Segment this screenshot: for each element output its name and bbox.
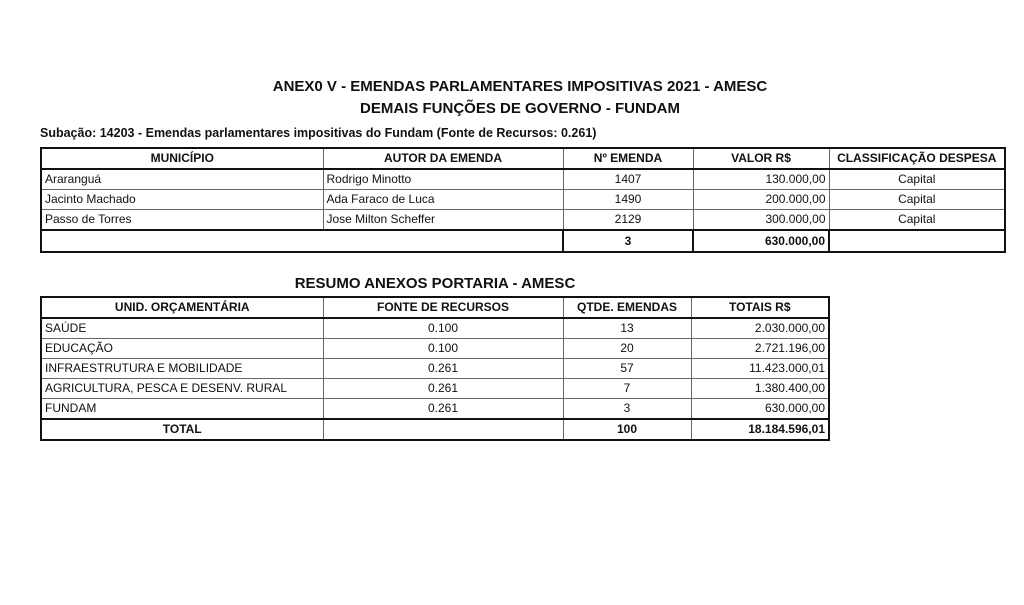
table-row bbox=[41, 339, 829, 359]
cell-valor: 130.000,00 bbox=[693, 169, 829, 190]
header-unidade: UNID. ORÇAMENTÁRIA bbox=[41, 297, 323, 318]
total-quantidade: 3 bbox=[563, 230, 693, 252]
cell-numero: 1407 bbox=[563, 169, 693, 190]
cell-numero: 2129 bbox=[563, 210, 693, 231]
total-row bbox=[41, 230, 1005, 252]
cell-numero: 1490 bbox=[563, 190, 693, 210]
cell-municipio: Araranguá bbox=[41, 169, 323, 190]
header-classificacao: CLASSIFICAÇÃO DESPESA bbox=[829, 148, 1005, 169]
cell-autor: Jose Milton Scheffer bbox=[323, 210, 563, 231]
table-row bbox=[41, 399, 829, 420]
table-row bbox=[41, 169, 1005, 190]
total-qtde: 100 bbox=[563, 419, 691, 440]
cell-fonte: 0.261 bbox=[323, 379, 563, 399]
total-blank-cell bbox=[41, 230, 563, 252]
table-row bbox=[41, 359, 829, 379]
cell-valor: 200.000,00 bbox=[693, 190, 829, 210]
header-municipio: MUNICÍPIO bbox=[41, 148, 323, 169]
cell-classificacao: Capital bbox=[829, 190, 1005, 210]
subacao-label: Subação: 14203 - Emendas parlamentares impositivas do Fundam (Fonte de Recursos: 0.261) bbox=[40, 126, 597, 140]
cell-unidade: FUNDAM bbox=[41, 399, 323, 420]
table-header-row bbox=[41, 148, 1005, 169]
header-totais: TOTAIS R$ bbox=[691, 297, 829, 318]
cell-total: 630.000,00 bbox=[691, 399, 829, 420]
cell-classificacao: Capital bbox=[829, 169, 1005, 190]
header-qtde: QTDE. EMENDAS bbox=[563, 297, 691, 318]
cell-qtde: 20 bbox=[563, 339, 691, 359]
cell-qtde: 13 bbox=[563, 318, 691, 339]
cell-unidade: SAÚDE bbox=[41, 318, 323, 339]
cell-qtde: 3 bbox=[563, 399, 691, 420]
table-row bbox=[41, 379, 829, 399]
cell-total: 2.030.000,00 bbox=[691, 318, 829, 339]
cell-classificacao: Capital bbox=[829, 210, 1005, 231]
cell-fonte: 0.100 bbox=[323, 339, 563, 359]
table-row bbox=[41, 210, 1005, 231]
cell-unidade: INFRAESTRUTURA E MOBILIDADE bbox=[41, 359, 323, 379]
document-subtitle: DEMAIS FUNÇÕES DE GOVERNO - FUNDAM bbox=[359, 100, 680, 117]
total-fonte-empty bbox=[323, 419, 563, 440]
cell-unidade: EDUCAÇÃO bbox=[41, 339, 323, 359]
cell-qtde: 7 bbox=[563, 379, 691, 399]
cell-valor: 300.000,00 bbox=[693, 210, 829, 231]
total-valor: 630.000,00 bbox=[693, 230, 829, 252]
table-row bbox=[41, 190, 1005, 210]
cell-total: 1.380.400,00 bbox=[691, 379, 829, 399]
cell-fonte: 0.261 bbox=[323, 399, 563, 420]
cell-total: 2.721.196,00 bbox=[691, 339, 829, 359]
header-autor: AUTOR DA EMENDA bbox=[323, 148, 563, 169]
table-row bbox=[41, 318, 829, 339]
resumo-title: RESUMO ANEXOS PORTARIA - AMESC bbox=[294, 275, 576, 292]
cell-municipio: Passo de Torres bbox=[41, 210, 323, 231]
cell-fonte: 0.261 bbox=[323, 359, 563, 379]
cell-qtde: 57 bbox=[563, 359, 691, 379]
cell-fonte: 0.100 bbox=[323, 318, 563, 339]
total-row bbox=[41, 419, 829, 440]
document-title: ANEX0 V - EMENDAS PARLAMENTARES IMPOSITIVAS 2021 - AMESC bbox=[272, 78, 768, 95]
cell-municipio: Jacinto Machado bbox=[41, 190, 323, 210]
emendas-table bbox=[40, 147, 1006, 253]
header-fonte: FONTE DE RECURSOS bbox=[323, 297, 563, 318]
cell-autor: Rodrigo Minotto bbox=[323, 169, 563, 190]
cell-total: 11.423.000,01 bbox=[691, 359, 829, 379]
table-header-row bbox=[41, 297, 829, 318]
header-valor: VALOR R$ bbox=[693, 148, 829, 169]
resumo-table bbox=[40, 296, 830, 441]
cell-autor: Ada Faraco de Luca bbox=[323, 190, 563, 210]
total-label: TOTAL bbox=[41, 419, 323, 440]
total-valor: 18.184.596,01 bbox=[691, 419, 829, 440]
cell-unidade: AGRICULTURA, PESCA E DESENV. RURAL bbox=[41, 379, 323, 399]
total-empty-cell bbox=[829, 230, 1005, 252]
header-numero: Nº EMENDA bbox=[563, 148, 693, 169]
